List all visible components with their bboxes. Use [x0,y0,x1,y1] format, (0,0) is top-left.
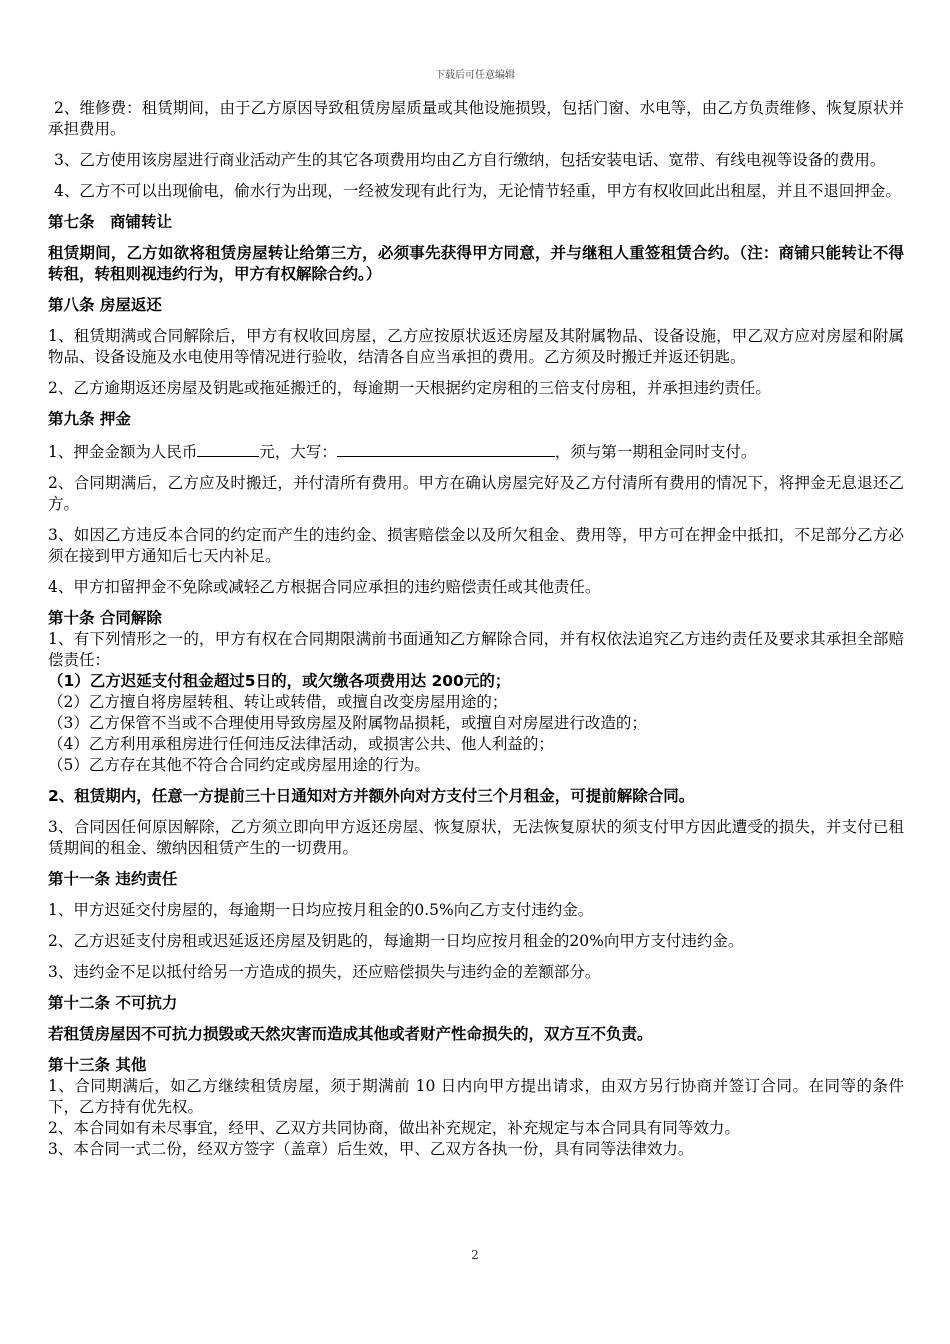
clause-10-sub-4: （4）乙方利用承租房进行任何违反法律活动，或损害公共、他人利益的； [48,735,554,753]
clause-9-item-2: 2、合同期满后，乙方应及时搬迁，并付清所有费用。甲方在确认房屋完好及乙方付清所有费用的情况下，将押金无息退还乙方。 [48,474,904,513]
clause-13-item-1: 1、合同期满后，如乙方继续租赁房屋，须于期满前 10 日内向甲方提出请求，由双方另行协商并签订合同。在同等的条件下，乙方持有优先权。 [48,1077,904,1116]
clause-13-heading: 第十三条 其他 [48,1056,147,1074]
page-number: 2 [471,1248,479,1262]
deposit-payment-note: ，须与第一期租金同时支付。 [554,443,757,461]
clause-9-heading: 第九条 押金 [48,410,131,428]
deposit-uppercase-label: 元，大写： [259,443,337,461]
clause-7-heading: 第七条 商铺转让 [48,213,173,231]
clause-6-item-2: 2、维修费：租赁期间，由于乙方原因导致租赁房屋质量或其他设施损毁，包括门窗、水电等，由乙方负责维修、恢复原状并承担费用。 [48,99,904,138]
clause-8-heading: 第八条 房屋返还 [48,296,162,314]
clause-6-item-3: 3、乙方使用该房屋进行商业活动产生的其它各项费用均由乙方自行缴纳，包括安装电话、宽带、有线电视等设备的费用。 [54,151,886,169]
clause-10-sub-3: （3）乙方保管不当或不合理使用导致房屋及附属物品损耗，或擅自对房屋进行改造的； [48,714,647,732]
clause-10-sub-2: （2）乙方擅自将房屋转租、转让或转借，或擅自改变房屋用途的； [48,693,508,711]
clause-8-item-2: 2、乙方逾期返还房屋及钥匙或拖延搬迁的，每逾期一天根据约定房租的三倍支付房租，并承担违约责任。 [48,379,771,397]
page-header: 下载后可任意编辑 [435,70,515,81]
clause-13-item-3: 3、本合同一式二份，经双方签字（盖章）后生效，甲、乙双方各执一份，具有同等法律效力。 [48,1140,694,1158]
clause-9-item-1 [48,440,904,463]
clause-12-text: 若租赁房屋因不可抗力损毁或天然灾害而造成其他或者财产性命损失的，双方互不负责。 [48,1025,653,1043]
clause-11-heading: 第十一条 违约责任 [48,870,178,888]
clause-10-heading: 第十条 合同解除 [48,609,162,627]
clause-10-item-3: 3、合同因任何原因解除，乙方须立即向甲方返还房屋、恢复原状，无法恢复原状的须支付甲方因此遭受的损失，并支付已租赁期间的租金、缴纳因租赁产生的一切费用。 [48,818,904,857]
deposit-amount-blank [197,440,259,457]
clause-9-item-4: 4、甲方扣留押金不免除或减轻乙方根据合同应承担的违约赔偿责任或其他责任。 [48,578,601,596]
clause-8-item-1: 1、租赁期满或合同解除后，甲方有权收回房屋，乙方应按原状返还房屋及其附属物品、设备设施，甲乙双方应对房屋和附属物品、设备设施及水电使用等情况进行验收，结清各自应当承担的费用。乙方须及时搬迁并返还钥匙。 [48,327,904,366]
clause-11-item-2: 2、乙方迟延支付房租或迟延返还房屋及钥匙的，每逾期一日均应按月租金的20%向甲方支付违约金。 [48,932,744,950]
clause-10-sub-1: （1）乙方迟延支付租金超过5日的，或欠缴各项费用达 200元的； [48,672,511,690]
clause-7-text: 租赁期间，乙方如欲将租赁房屋转让给第三方，必须事先获得甲方同意，并与继租人重签租赁合约。（注：商铺只能转让不得转租，转租则视违约行为，甲方有权解除合约。） [48,244,904,283]
clause-9-item-3: 3、如因乙方违反本合同的约定而产生的违约金、损害赔偿金以及所欠租金、费用等，甲方可在押金中抵扣，不足部分乙方必须在接到甲方通知后七天内补足。 [48,526,904,565]
clause-13-item-2: 2、本合同如有未尽事宜，经甲、乙双方共同协商，做出补充规定，补充规定与本合同具有同等效力。 [48,1119,740,1137]
deposit-uppercase-blank [337,440,555,457]
clause-6-item-4: 4、乙方不可以出现偷电，偷水行为出现，一经被发现有此行为，无论情节轻重，甲方有权收回此出租屋，并且不退回押金。 [54,182,901,200]
clause-10-item-1: 1、有下列情形之一的，甲方有权在合同期限满前书面通知乙方解除合同，并有权依法追究乙方违约责任及要求其承担全部赔偿责任： [48,630,904,669]
clause-12-heading: 第十二条 不可抗力 [48,994,178,1012]
deposit-label: 1、押金金额为人民币 [48,443,198,461]
clause-11-item-1: 1、甲方迟延交付房屋的，每逾期一日均应按月租金的0.5%向乙方支付违约金。 [48,901,594,919]
clause-10-sub-5: （5）乙方存在其他不符合合同约定或房屋用途的行为。 [48,756,430,774]
clause-10-item-2: 2、租赁期内，任意一方提前三十日通知对方并额外向对方支付三个月租金，可提前解除合同。 [48,787,695,805]
document-body [48,98,904,1160]
clause-11-item-3: 3、违约金不足以抵付给另一方造成的损失，还应赔偿损失与违约金的差额部分。 [48,963,601,981]
